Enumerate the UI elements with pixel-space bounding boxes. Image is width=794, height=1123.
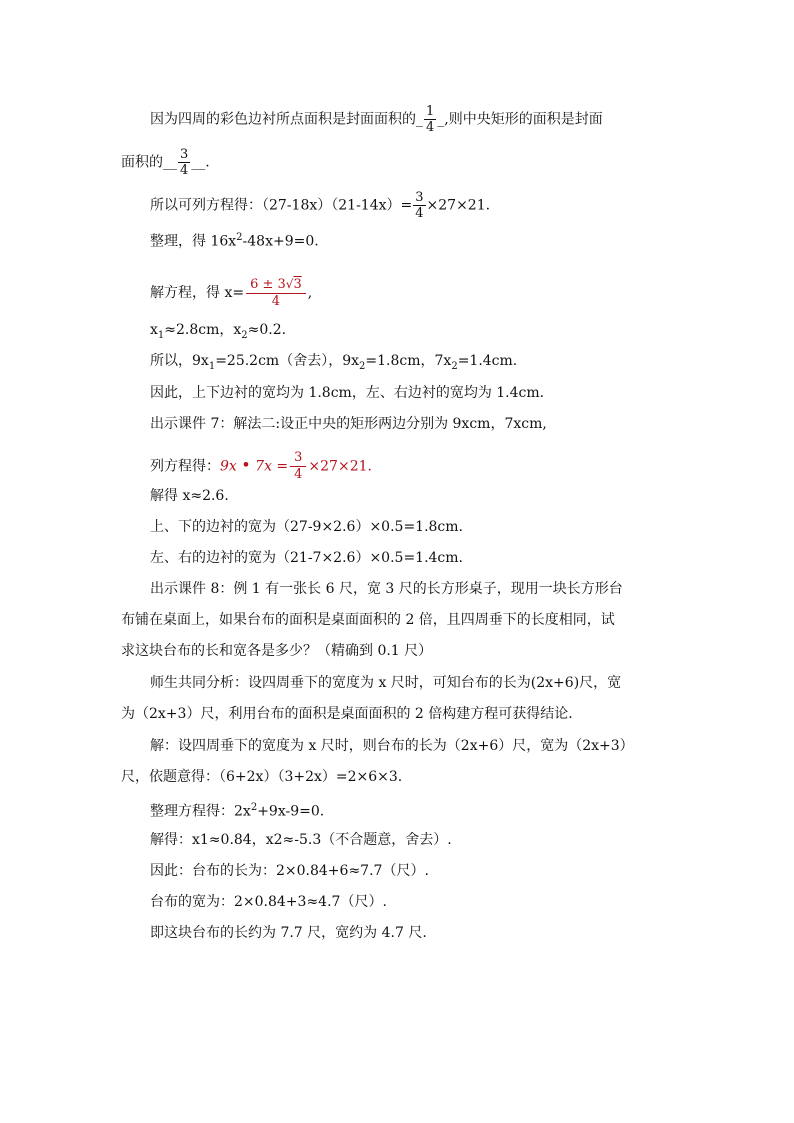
text-line-8: 因此，上下边衬的宽均为 1.8cm，左、右边衬的宽均为 1.4cm. <box>150 385 545 401</box>
fraction <box>424 104 436 135</box>
text: +9x-9=0. <box>257 803 325 820</box>
text: 因为四周的彩色边衬所点面积是封面面积的 <box>150 111 416 128</box>
fraction-denominator: 4 <box>246 293 306 310</box>
text-line-20: 尺，依题意得：（6+2x）（3+2x）=2×6×3. <box>121 769 403 785</box>
text-line-3 <box>150 190 490 221</box>
superscript: 2 <box>236 232 243 243</box>
text-line-13: 左、右的边衬的宽为（21-7×2.6）×0.5=1.4cm. <box>150 550 464 566</box>
text: ≈0.2. <box>247 322 287 338</box>
text: 所以可列方程得：（27-18x）（21-14x）= <box>150 197 413 214</box>
equation-term: 9x <box>220 458 237 475</box>
fraction <box>178 147 190 178</box>
fraction-denominator: 4 <box>415 206 424 221</box>
text-line-22: 解得：x1≈0.84，x2≈-5.3（不合题意，舍去）. <box>150 832 452 848</box>
text: 所以，9x <box>150 353 209 369</box>
text: 整理方程得：2x <box>150 803 251 820</box>
text: -48x+9=0. <box>242 233 319 250</box>
text-line-11: 解得 x≈2.6. <box>150 488 229 504</box>
text: x <box>150 322 158 338</box>
text-line-14: 出示课件 8：例 1 有一张长 6 尺，宽 3 尺的长方形桌子，现用一块长方形台 <box>150 581 623 597</box>
radical-sign: √ <box>285 277 294 291</box>
numerator-text: 6 ± 3 <box>250 277 286 292</box>
text-line-24: 台布的宽为：2×0.84+3≈4.7（尺）. <box>150 894 387 910</box>
text-line-2 <box>121 147 210 178</box>
text-line-6 <box>150 321 286 345</box>
text: 整理，得 16x <box>150 233 237 250</box>
fraction-numerator: 3 <box>294 450 303 465</box>
text-line-23: 因此：台布的长为：2×0.84+6≈7.7（尺）. <box>150 863 429 879</box>
subscript: 2 <box>451 360 458 372</box>
text: 解方程，得 x= <box>150 285 245 301</box>
text: ≈2.8cm，x <box>164 322 242 338</box>
text-line-1 <box>150 104 603 135</box>
fraction-numerator: 1 <box>426 104 435 119</box>
equation-term: ×27×21. <box>308 458 372 475</box>
text: , <box>307 285 313 301</box>
text-line-19: 解：设四周垂下的宽度为 x 尺时，则台布的长为（2x+6）尺，宽为（2x+3） <box>150 738 634 754</box>
text-line-21 <box>150 799 324 821</box>
fraction-numerator <box>246 276 306 293</box>
blank: __ <box>191 154 206 171</box>
text-line-15: 布铺在桌面上，如果台布的面积是桌面面积的 2 倍，且四周垂下的长度相同，试 <box>121 612 615 628</box>
fraction-numerator: 3 <box>415 190 424 205</box>
text-line-9: 出示课件 7：解法二:设正中央的矩形两边分别为 9xcm，7xcm, <box>150 416 547 432</box>
subscript: 2 <box>241 329 248 341</box>
text-line-25: 即这块台布的长约为 7.7 尺，宽约为 4.7 尺. <box>150 925 427 941</box>
text-line-5 <box>150 276 312 310</box>
text: 面积的 <box>121 154 163 171</box>
blank: __ <box>163 154 177 171</box>
text-line-4 <box>150 229 319 251</box>
equation-fraction <box>290 450 306 483</box>
subscript: 1 <box>157 329 165 341</box>
text-line-18: 为（2x+3）尺，利用台布的面积是桌面面积的 2 倍构建方程可获得结论. <box>121 706 573 722</box>
text: =1.4cm. <box>457 353 518 369</box>
text-line-7 <box>150 352 517 376</box>
fraction <box>413 190 425 221</box>
blank: _ <box>416 111 423 128</box>
subscript: 1 <box>208 360 216 372</box>
fraction-denominator: 4 <box>426 120 435 135</box>
text: ,则中央矩形的面积是封面 <box>444 111 603 128</box>
multiply-dot: • <box>241 455 251 475</box>
text-line-17: 师生共同分析：设四周垂下的宽度为 x 尺时，可知台布的长为(2x+6)尺，宽 <box>150 675 622 691</box>
fraction-denominator: 4 <box>290 466 306 483</box>
superscript: 2 <box>250 802 258 813</box>
text: . <box>205 154 210 171</box>
radicand: 3 <box>293 277 302 292</box>
fraction-numerator: 3 <box>180 147 189 162</box>
subscript: 2 <box>359 360 366 372</box>
text: ×27×21. <box>426 197 491 214</box>
equation-term: 7x = <box>255 458 289 475</box>
text-line-16: 求这块台布的长和宽各是多少？（精确到 0.1 尺） <box>121 643 433 659</box>
text: =1.8cm，7x <box>365 353 452 369</box>
equation-fraction <box>246 276 306 310</box>
fraction-denominator: 4 <box>180 163 189 178</box>
text: 列方程得： <box>150 458 220 475</box>
text-line-12: 上、下的边衬的宽为（27-9×2.6）×0.5=1.8cm. <box>150 519 464 535</box>
blank: _ <box>437 111 445 128</box>
text: =25.2cm（舍去），9x <box>215 353 360 369</box>
text-line-10 <box>150 450 372 483</box>
